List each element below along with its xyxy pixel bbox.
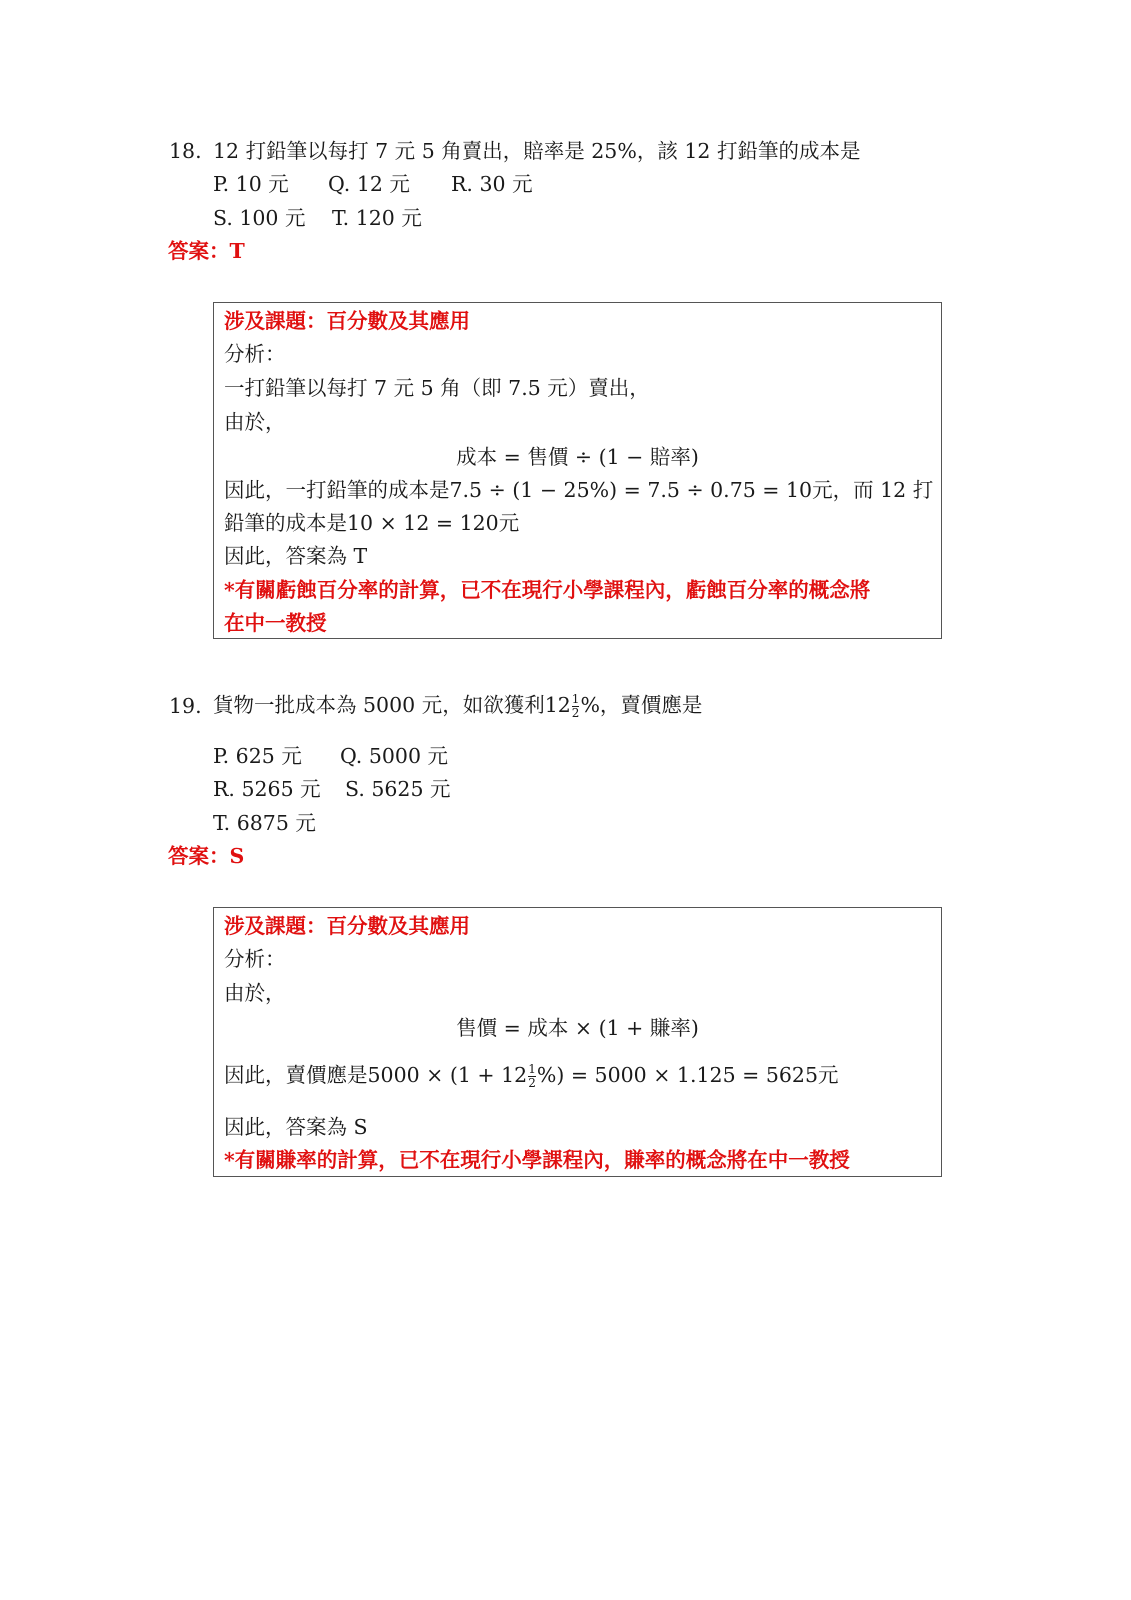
q18-option-p: P. 10 元 xyxy=(213,172,289,196)
q18-formula: 成本 = 售價 ÷ (1 − 賠率) xyxy=(456,445,699,469)
q18-analysis-line1: 一打鉛筆以每打 7 元 5 角（即 7.5 元）賣出， xyxy=(224,376,650,400)
q18-topic: 涉及課題：百分數及其應用 xyxy=(224,309,470,333)
question-19-text xyxy=(213,688,702,722)
q19-option-q: Q. 5000 元 xyxy=(340,744,449,768)
q18-analysis-line4: 鉛筆的成本是10 × 12 = 120元 xyxy=(224,511,520,535)
question-18-number: 18. xyxy=(169,139,202,163)
fraction-denominator: 2 xyxy=(528,1076,536,1090)
q18-analysis-line2: 由於， xyxy=(224,410,286,434)
q19-option-t: T. 6875 元 xyxy=(213,811,316,835)
q19-option-p: P. 625 元 xyxy=(213,744,302,768)
q19-question-post: %，賣價應是 xyxy=(580,693,703,717)
q19-option-r: R. 5265 元 xyxy=(213,777,321,801)
q18-option-q: Q. 12 元 xyxy=(328,172,410,196)
q18-analysis-line3: 因此，一打鉛筆的成本是7.5 ÷ (1 − 25%) = 7.5 ÷ 0.75 = 10元，而 12 打 xyxy=(224,478,934,502)
q19-question-pre: 貨物一批成本為 5000 元，如欲獲利12 xyxy=(213,693,571,717)
q19-analysis-label: 分析： xyxy=(224,947,286,971)
question-18-text: 12 打鉛筆以每打 7 元 5 角賣出，賠率是 25%，該 12 打鉛筆的成本是 xyxy=(213,139,861,163)
q19-fraction xyxy=(572,693,580,719)
q19-line2-pre: 因此，賣價應是5000 × (1 + 12 xyxy=(224,1063,528,1087)
fraction-numerator: 1 xyxy=(571,692,580,707)
q19-analysis-line3: 因此，答案為 S xyxy=(224,1115,368,1139)
q19-answer: 答案：S xyxy=(168,844,245,868)
q18-option-t: T. 120 元 xyxy=(332,206,422,230)
fraction-denominator: 2 xyxy=(571,706,580,720)
q19-analysis-box xyxy=(213,907,942,1177)
q18-analysis-box xyxy=(213,302,942,639)
question-19-number: 19. xyxy=(169,694,202,718)
q19-option-s: S. 5625 元 xyxy=(345,777,451,801)
q18-option-r: R. 30 元 xyxy=(451,172,533,196)
fraction-numerator: 1 xyxy=(528,1062,536,1077)
q19-topic: 涉及課題：百分數及其應用 xyxy=(224,914,470,938)
q19-analysis-line1: 由於， xyxy=(224,981,286,1005)
q18-note-line1: *有關虧蝕百分率的計算，已不在現行小學課程內，虧蝕百分率的概念將 xyxy=(224,578,871,602)
q18-option-s: S. 100 元 xyxy=(213,206,306,230)
q19-analysis-line2 xyxy=(224,1058,839,1092)
q18-analysis-label: 分析： xyxy=(224,342,286,366)
q19-note: *有關賺率的計算，已不在現行小學課程內，賺率的概念將在中一教授 xyxy=(224,1148,850,1172)
q18-answer: 答案：T xyxy=(168,239,245,263)
q18-note-line2: 在中一教授 xyxy=(224,611,327,635)
q19-formula: 售價 = 成本 × (1 + 賺率) xyxy=(456,1016,699,1040)
q18-analysis-line5: 因此，答案為 T xyxy=(224,544,368,568)
q19-line2-post: %) = 5000 × 1.125 = 5625元 xyxy=(536,1063,839,1087)
q19-line2-fraction xyxy=(528,1063,536,1089)
